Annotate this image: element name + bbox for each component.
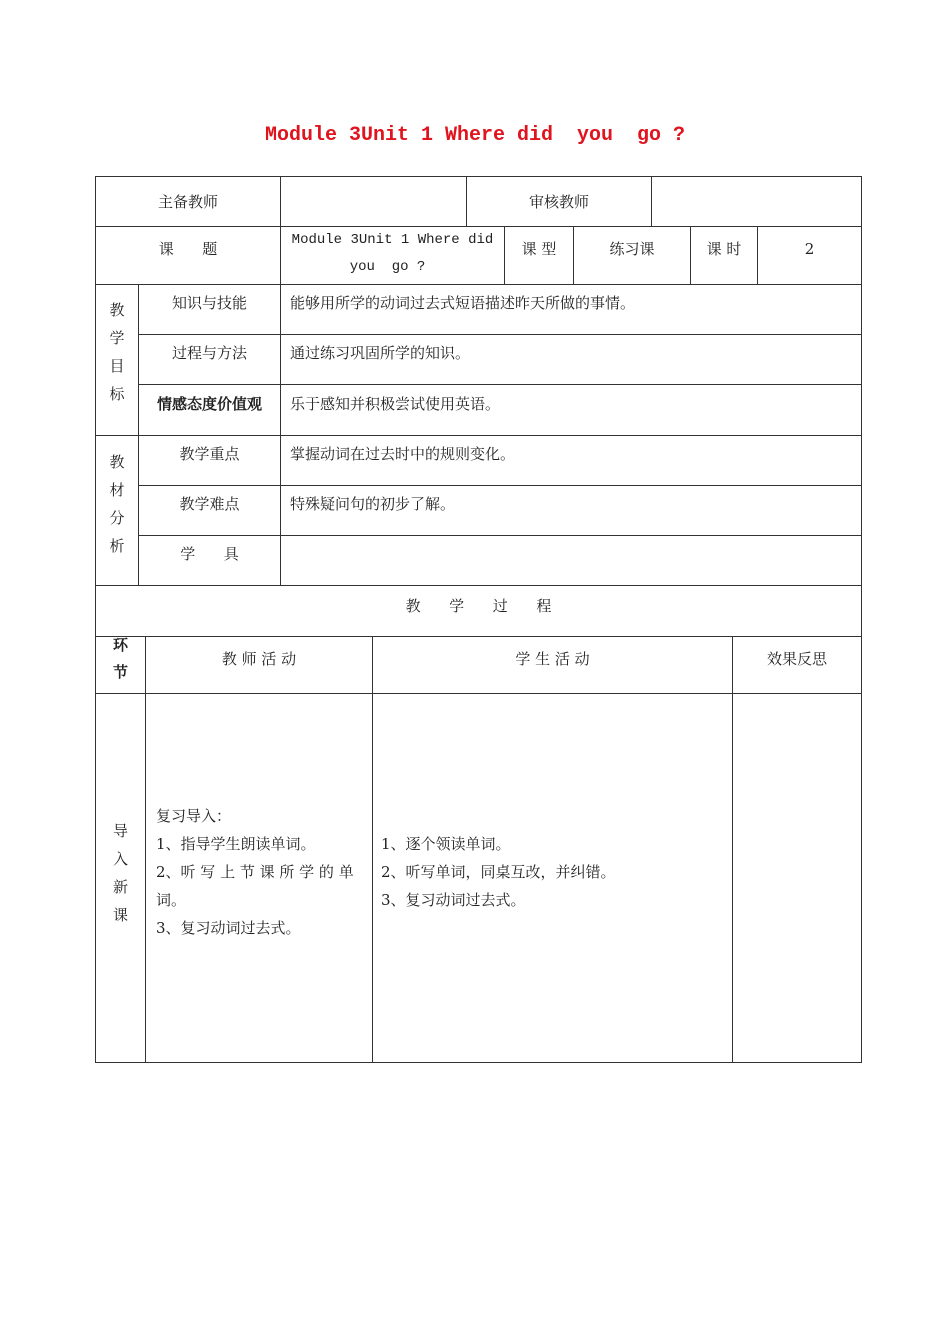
row-divider: [138, 535, 862, 536]
review-teacher-value: [652, 177, 861, 226]
student-activity: [381, 830, 726, 914]
teacher-activity-item: 2、听 写 上 节 课 所 学 的 单: [156, 863, 354, 881]
objective-label-knowledge: 知识与技能: [171, 294, 247, 312]
col-divider: [280, 284, 281, 585]
objectives-group-label: 教 学 目 标: [109, 301, 125, 403]
objective-value-knowledge: 能够用所学的动词过去式短语描述昨天所做的事情。: [290, 294, 636, 312]
material-label-difficulty: 教学难点: [179, 495, 240, 513]
col-header-teacher-activity: 教 师 活 动: [221, 650, 297, 668]
col-divider: [372, 636, 373, 1062]
topic-value: [281, 227, 504, 284]
teacher-activity: [156, 802, 366, 942]
objective-label-process: 过程与方法: [171, 344, 247, 362]
row-divider: [95, 435, 862, 436]
topic-label-text: 课 题: [158, 240, 218, 258]
review-teacher-label: 审核教师: [528, 192, 589, 211]
page-title: Module 3Unit 1 Where did you go ?: [264, 124, 686, 147]
student-activity-item: 1、逐个领读单词。: [381, 835, 511, 853]
material-value-key-point: 掌握动词在过去时中的规则变化。: [290, 445, 516, 463]
table-border-right: [861, 176, 862, 1063]
lead-teacher-label: 主备教师: [157, 192, 218, 211]
lesson-hours-label: 课 时: [706, 240, 742, 258]
row-divider: [138, 334, 862, 335]
objective-value-attitude: 乐于感知并积极尝试使用英语。: [290, 395, 501, 413]
student-activity-item: 3、复习动词过去式。: [381, 891, 526, 909]
row-divider: [138, 384, 862, 385]
row-divider: [95, 284, 862, 285]
table-border-bottom: [95, 1062, 862, 1063]
col-divider: [145, 636, 146, 1062]
material-label-key-point: 教学重点: [179, 445, 240, 463]
lesson-type-value: 练习课: [609, 240, 655, 258]
teacher-activity-item: 3、复习动词过去式。: [156, 919, 301, 937]
lead-teacher-value: [281, 177, 466, 226]
lesson-hours-value: 2: [804, 240, 815, 258]
row-divider: [138, 485, 862, 486]
stage-label-intro: 导 入 新 课: [112, 822, 128, 924]
col-header-stage: 环 节: [112, 636, 128, 681]
objective-value-process: 通过练习巩固所学的知识。: [290, 344, 471, 362]
teacher-activity-heading: 复习导入：: [156, 807, 232, 825]
topic-label: [96, 227, 280, 271]
teacher-activity-item: 1、指导学生朗读单词。: [156, 835, 316, 853]
material-group-label: 教 材 分 析: [109, 453, 125, 555]
objective-label-attitude: 情感态度价值观: [156, 395, 262, 413]
lesson-type-label: 课 型: [521, 240, 557, 258]
reflection-cell: [733, 694, 861, 1062]
material-value-difficulty: 特殊疑问句的初步了解。: [290, 495, 456, 513]
col-header-student-activity: 学 生 活 动: [515, 650, 590, 668]
material-label-tools: 学 具: [180, 545, 239, 563]
process-heading: 教 学 过 程: [405, 597, 552, 615]
topic-value-line2: you go ?: [349, 259, 426, 275]
student-activity-item: 2、听写单词，同桌互改，并纠错。: [381, 863, 616, 881]
col-header-reflection: 效果反思: [766, 650, 827, 668]
topic-value-line1: Module 3Unit 1 Where did: [291, 232, 494, 248]
teacher-activity-item: 词。: [156, 891, 187, 909]
